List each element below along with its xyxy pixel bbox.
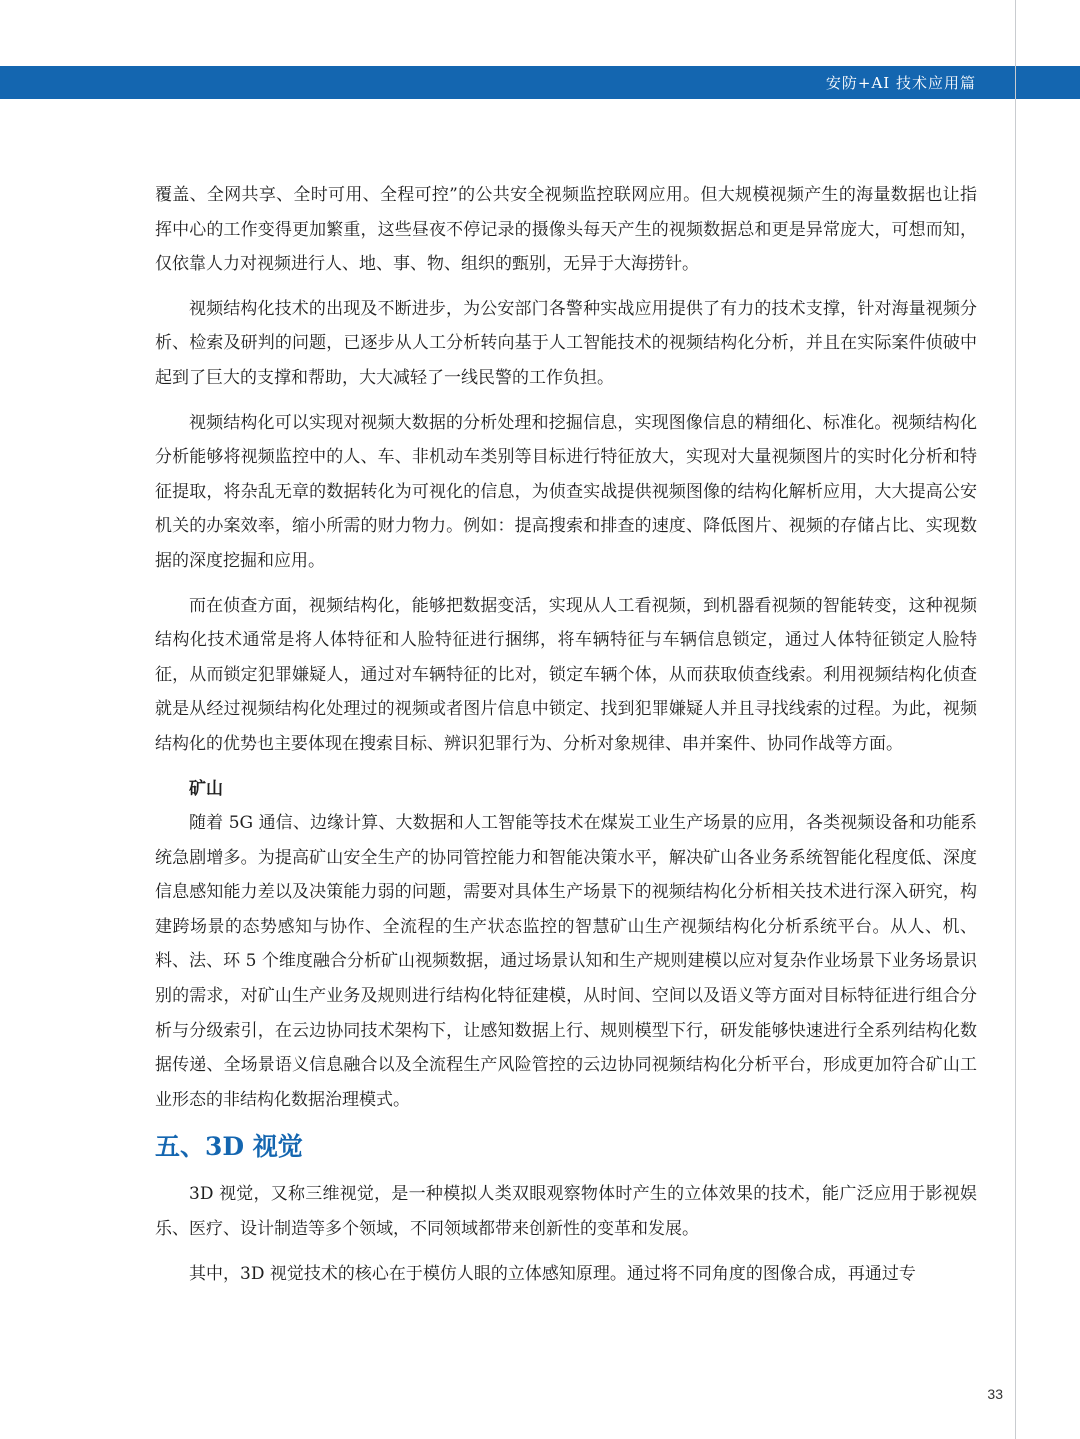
paragraph: 而在侦查方面，视频结构化，能够把数据变活，实现从人工看视频，到机器看视频的智能转变，这种视频结构化技术通常是将人体特征和人脸特征进行捆绑，将车辆特征与车辆信息锁定，通过人体特征锁定人脸特征，从而锁定犯罪嫌疑人，通过对车辆特征的比对，锁定车辆个体，从而获取侦查线索。利用视频结构化侦查就是从经过视频结构化处理过的视频或者图片信息中锁定、找到犯罪嫌疑人并且寻找线索的过程。为此，视频结构化的优势也主要体现在搜索目标、辨识犯罪行为、分析对象规律、串并案件、协同作战等方面。: [155, 595, 977, 754]
right-margin-rule: [1015, 0, 1016, 1439]
page-content: [155, 178, 977, 1301]
header-band: [0, 66, 1080, 99]
paragraph: 覆盖、全网共享、全时可用、全程可控”的公共安全视频监控联网应用。但大规模视频产生的海量数据也让指挥中心的工作变得更加繁重，这些昼夜不停记录的摄像头每天产生的视频数据总和更是异常庞大，可想而知，仅依靠人力对视频进行人、地、事、物、组织的甄别，无异于大海捞针。: [155, 185, 977, 275]
paragraph: 视频结构化可以实现对视频大数据的分析处理和挖掘信息，实现图像信息的精细化、标准化。视频结构化分析能够将视频监控中的人、车、非机动车类别等目标进行特征放大，实现对大量视频图片的实时化分析和特征提取，将杂乱无章的数据转化为可视化的信息，为侦查实战提供视频图像的结构化解析应用，大大提高公安机关的办案效率，缩小所需的财力物力。例如：提高搜索和排查的速度、降低图片、视频的存储占比、实现数据的深度挖掘和应用。: [155, 412, 977, 571]
paragraph: 视频结构化技术的出现及不断进步，为公安部门各警种实战应用提供了有力的技术支撑，针对海量视频分析、检索及研判的问题，已逐步从人工分析转向基于人工智能技术的视频结构化分析，并且在实际案件侦破中起到了巨大的支撑和帮助，大大减轻了一线民警的工作负担。: [155, 298, 977, 388]
header-section-title: 安防+AI 技术应用篇: [825, 74, 976, 92]
section-heading: 五、3D 视觉: [155, 1132, 303, 1162]
paragraph: 其中，3D 视觉技术的核心在于模仿人眼的立体感知原理。通过将不同角度的图像合成，再通过专: [189, 1263, 916, 1284]
paragraph: 随着 5G 通信、边缘计算、大数据和人工智能等技术在煤炭工业生产场景的应用，各类视频设备和功能系统急剧增多。为提高矿山安全生产的协同管控能力和智能决策水平，解决矿山各业务系统智能化程度低、深度信息感知能力差以及决策能力弱的问题，需要对具体生产场景下的视频结构化分析相关技术进行深入研究，构建跨场景的态势感知与协作、全流程的生产状态监控的智慧矿山生产视频结构化分析系统平台。从人、机、料、法、环 5 个维度融合分析矿山视频数据，通过场景认知和生产规则建模以应对复杂作业场景下业务场景识别的需求，对矿山生产业务及规则进行结构化特征建模，从时间、空间以及语义等方面对目标特征进行组合分析与分级索引，在云边协同技术架构下，让感知数据上行、规则模型下行，研发能够快速进行全系列结构化数据传递、全场景语义信息融合以及全流程生产风险管控的云边协同视频结构化分析平台，形成更加符合矿山工业形态的非结构化数据治理模式。: [155, 813, 977, 1110]
subheading-mining: 矿山: [189, 778, 223, 799]
page-number: 33: [987, 1386, 1003, 1402]
paragraph: 3D 视觉，又称三维视觉，是一种模拟人类双眼观察物体时产生的立体效果的技术，能广泛应用于影视娱乐、医疗、设计制造等多个领域，不同领域都带来创新性的变革和发展。: [155, 1184, 977, 1240]
